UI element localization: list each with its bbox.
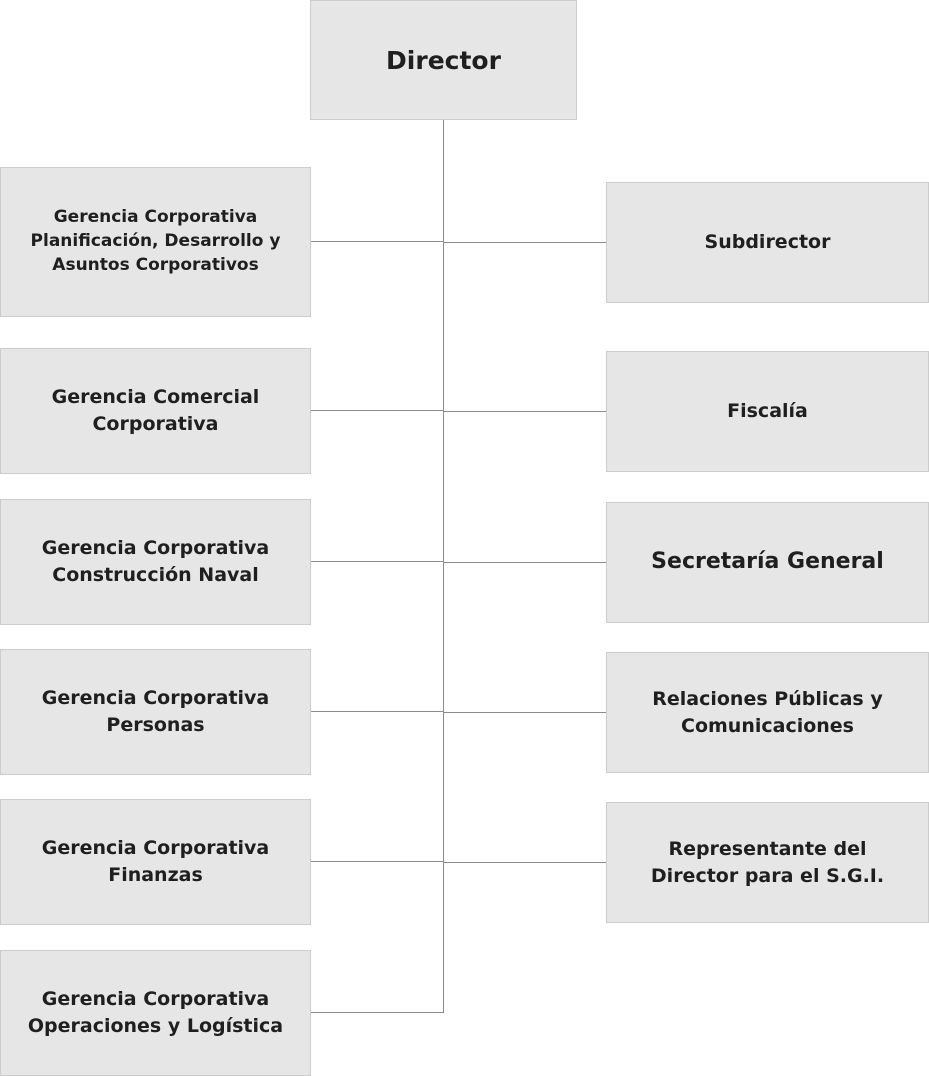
node-construccion-naval-label: Gerencia Corporativa Construcción Naval — [41, 537, 270, 586]
node-finanzas-label: Gerencia Corporativa Finanzas — [41, 837, 270, 886]
node-subdirector — [606, 182, 929, 303]
node-operaciones-logistica — [0, 950, 311, 1076]
node-planificacion — [0, 167, 311, 317]
node-fiscalia — [606, 351, 929, 472]
node-secretaria-general — [606, 502, 929, 623]
node-planificacion-label: Gerencia Corporativa Planificación, Desarrollo y Asuntos Corporativos — [30, 207, 281, 275]
node-secretaria-general-label: Secretaría General — [651, 549, 884, 575]
node-subdirector-label: Subdirector — [704, 231, 831, 254]
node-personas-label: Gerencia Corporativa Personas — [41, 687, 270, 736]
node-comercial-label: Gerencia Comercial Corporativa — [51, 386, 260, 435]
node-representante-sgi — [606, 802, 929, 923]
node-director-label: Director — [386, 45, 501, 75]
node-representante-sgi-label: Representante del Director para el S.G.I. — [650, 837, 885, 887]
node-comercial — [0, 348, 311, 474]
node-construccion-naval — [0, 499, 311, 625]
node-personas — [0, 649, 311, 775]
node-relaciones-publicas — [606, 652, 929, 773]
node-fiscalia-label: Fiscalía — [727, 400, 808, 423]
node-operaciones-logistica-label: Gerencia Corporativa Operaciones y Logística — [27, 988, 284, 1037]
node-finanzas — [0, 799, 311, 925]
node-director — [310, 0, 577, 120]
node-relaciones-publicas-label: Relaciones Públicas y Comunicaciones — [652, 687, 883, 737]
